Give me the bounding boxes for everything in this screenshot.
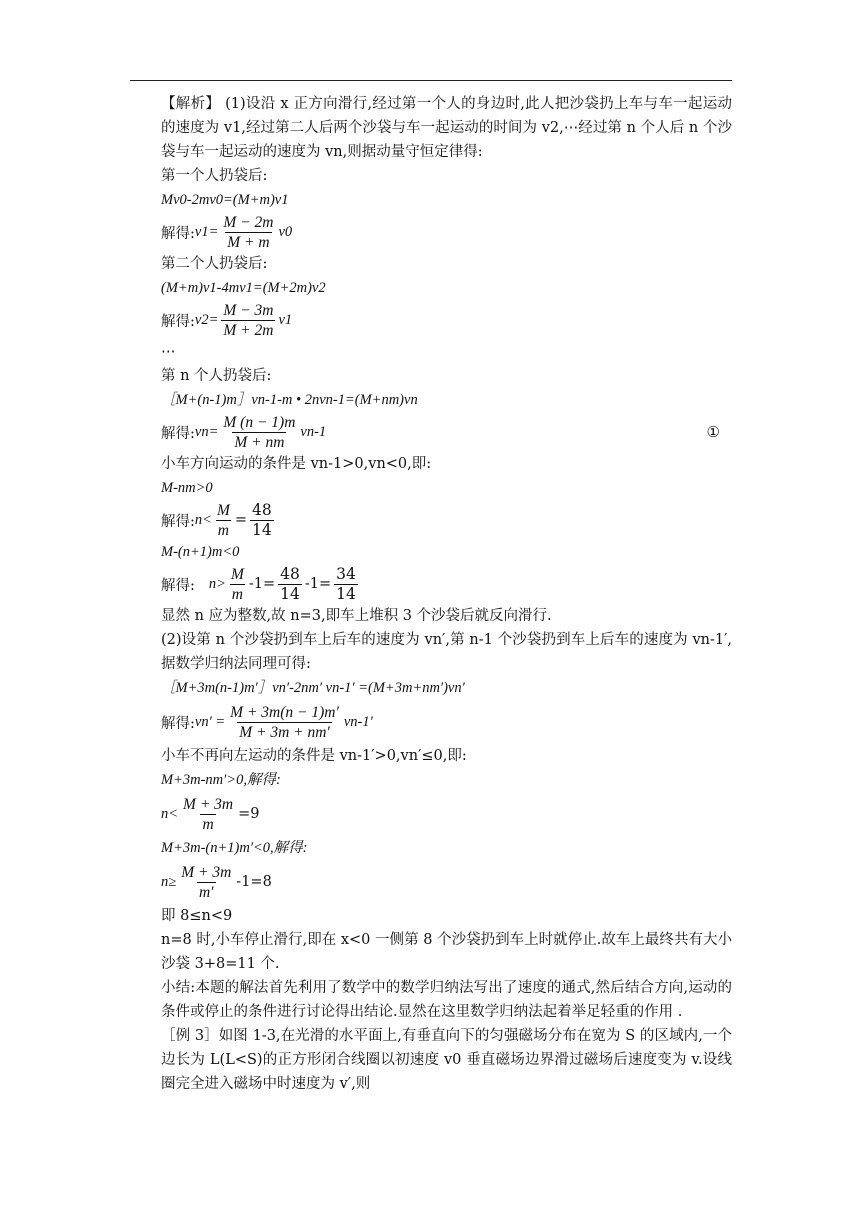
header-rule: [130, 80, 732, 81]
solution-intro-paragraph: 【解析】 (1)设沿 x 正方向滑行,经过第一个人的身边时,此人把沙袋扔上车与车一起运动的速度为 v1,经过第二人后两个沙袋与车一起运动的时间为 v2,⋯经过第 n 个人后 n 个沙袋与车一起运动的速度为 vn,则据动量守恒定律得:: [161, 96, 732, 160]
example-3-paragraph: ［例 3］如图 1-3,在光滑的水平面上,有垂直向下的匀强磁场分布在宽为 S 的区域内,一个边长为 L(L<S)的正方形闭合线圈以初速度 v0 垂直磁场边界滑过磁场后速度变为 v.设线圈完全进入磁场中时速度为 v′,则: [161, 1028, 732, 1092]
document-page: [130, 92, 732, 1096]
v2-lhs: v2=: [194, 311, 219, 328]
fraction-numerator: M + 3m(n − 1)m′: [230, 703, 339, 721]
summary-paragraph: 小结:本题的解法首先利用了数学中的数学归纳法写出了速度的通式,然后结合方向,运动的条件或停止的条件进行讨论得出结论.显然在这里数学归纳法起着举足轻重的作用 .: [161, 980, 732, 1020]
solve-label: 解得:: [161, 513, 195, 530]
fraction-denominator: M + 2m: [223, 321, 274, 339]
vn-lhs: vn=: [194, 423, 219, 440]
M-over-m-fraction: [215, 501, 232, 540]
part2-paragraph: (2)设第 n 个沙袋扔到车上后车的速度为 vn′,第 n-1 个沙袋扔到车上后车的速度为 vn-1′,据数学归纳法同理可得:: [161, 632, 732, 672]
minus-one-equals-eight: -1=8: [236, 874, 272, 890]
n-lower-bound-2: [130, 860, 732, 904]
equals-sign: =: [234, 512, 248, 528]
M3m-over-mprime-fraction: [179, 863, 233, 902]
vn-1-term: vn-1: [300, 423, 327, 440]
fraction-numerator: 48: [280, 564, 300, 583]
solve-label: 解得:: [161, 225, 195, 242]
vn-prime-solution: [130, 700, 732, 744]
fraction-numerator: 34: [336, 564, 356, 583]
fraction-denominator: M + nm: [234, 433, 285, 451]
conclusion-part1: 显然 n 应为整数,故 n=3,即车上堆积 3 个沙袋后就反向滑行.: [161, 608, 552, 624]
v2-solution: [130, 300, 732, 340]
fraction-numerator: M − 3m: [223, 301, 274, 319]
fraction-denominator: m: [217, 521, 229, 539]
fraction-numerator: M − 2m: [223, 213, 274, 231]
inequality-4: M+3m-(n+1)m′<0,解得:: [161, 840, 308, 856]
fraction-denominator: 14: [280, 584, 300, 603]
equation-second-throw: (M+m)v1-4mv1=(M+2m)v2: [161, 280, 326, 296]
fraction-denominator: 14: [252, 520, 272, 539]
vn-1-prime-term: vn-1′: [343, 713, 373, 730]
v2-fraction: [221, 301, 275, 340]
ellipsis: ⋯: [161, 344, 176, 360]
minus-one-equals: -1=: [248, 576, 276, 592]
n-lower-bound: [130, 564, 732, 604]
vn-fraction: [221, 413, 297, 452]
inequality-3: M+3m-nm′>0,解得:: [161, 772, 281, 788]
fraction-numerator: M + 3m: [183, 795, 234, 813]
equation-induction: ［M+3m(n-1)m′］vn′-2nm′ vn-1′ =(M+3m+nm′)vn′: [161, 680, 465, 696]
vn-prime-fraction: [228, 703, 341, 742]
direction-condition: 小车方向运动的条件是 vn-1>0,vn<0,即:: [161, 456, 432, 472]
equals-nine: =9: [238, 806, 260, 822]
second-throw-label: 第二个人扔袋后:: [161, 256, 268, 272]
fraction-denominator: m: [231, 585, 243, 603]
solve-label: 解得:: [161, 313, 195, 330]
n-range: 即 8≤n<9: [161, 908, 233, 924]
48-over-14-fraction: [278, 565, 302, 604]
inequality-1: M-nm>0: [161, 480, 213, 496]
fraction-denominator: m: [202, 815, 214, 833]
n-greater-than: n>: [208, 575, 226, 592]
solve-label: 解得:: [161, 577, 195, 594]
fraction-numerator: 48: [252, 500, 272, 519]
fraction-denominator: 14: [336, 584, 356, 603]
n-less-than: n<: [194, 511, 212, 528]
v1-solution: [130, 212, 732, 252]
final-answer-paragraph: n=8 时,小车停止滑行,即在 x<0 一侧第 8 个沙袋扔到车上时就停止.故车上最终共有大小沙袋 3+8=11 个.: [161, 932, 732, 972]
solve-label: 解得:: [161, 715, 195, 732]
fraction-denominator: M + m: [227, 233, 270, 251]
fraction-numerator: M (n − 1)m: [223, 413, 296, 431]
first-throw-label: 第一个人扔袋后:: [161, 168, 268, 184]
fraction-denominator: m′: [198, 883, 214, 901]
v0-term: v0: [278, 223, 293, 240]
M-over-m-fraction: [229, 565, 246, 604]
stop-condition: 小车不再向左运动的条件是 vn-1′>0,vn′≤0,即:: [161, 748, 467, 764]
vn-solution: [130, 412, 732, 452]
v1-fraction: [221, 213, 275, 252]
inequality-2: M-(n+1)m<0: [161, 544, 240, 560]
n-greater-equal: n≥: [161, 873, 177, 890]
fraction-denominator: M + 3m + nm′: [239, 723, 330, 741]
solve-label: 解得:: [161, 425, 195, 442]
n-upper-bound: [130, 500, 732, 540]
vn-prime-lhs: vn′ =: [194, 713, 226, 730]
nth-throw-label: 第 n 个人扔袋后:: [161, 368, 272, 384]
n-less-than: n<: [161, 805, 179, 822]
fraction-numerator: M + 3m: [181, 863, 232, 881]
n-upper-bound-2: [130, 792, 732, 836]
equation-nth-throw: ［M+(n-1)m］vn-1-m • 2nvn-1=(M+nm)vn: [161, 392, 418, 408]
equation-first-throw: Mv0-2mv0=(M+m)v1: [161, 192, 289, 208]
fraction-numerator: M: [230, 565, 244, 583]
34-over-14-fraction: [334, 565, 358, 604]
v1-lhs: v1=: [194, 223, 219, 240]
minus-one-equals: -1=: [304, 576, 332, 592]
48-over-14-fraction: [250, 501, 274, 540]
M3m-over-m-fraction: [181, 795, 235, 834]
v1-term: v1: [278, 311, 293, 328]
equation-number-1: ①: [706, 423, 720, 441]
fraction-numerator: M: [216, 501, 230, 519]
